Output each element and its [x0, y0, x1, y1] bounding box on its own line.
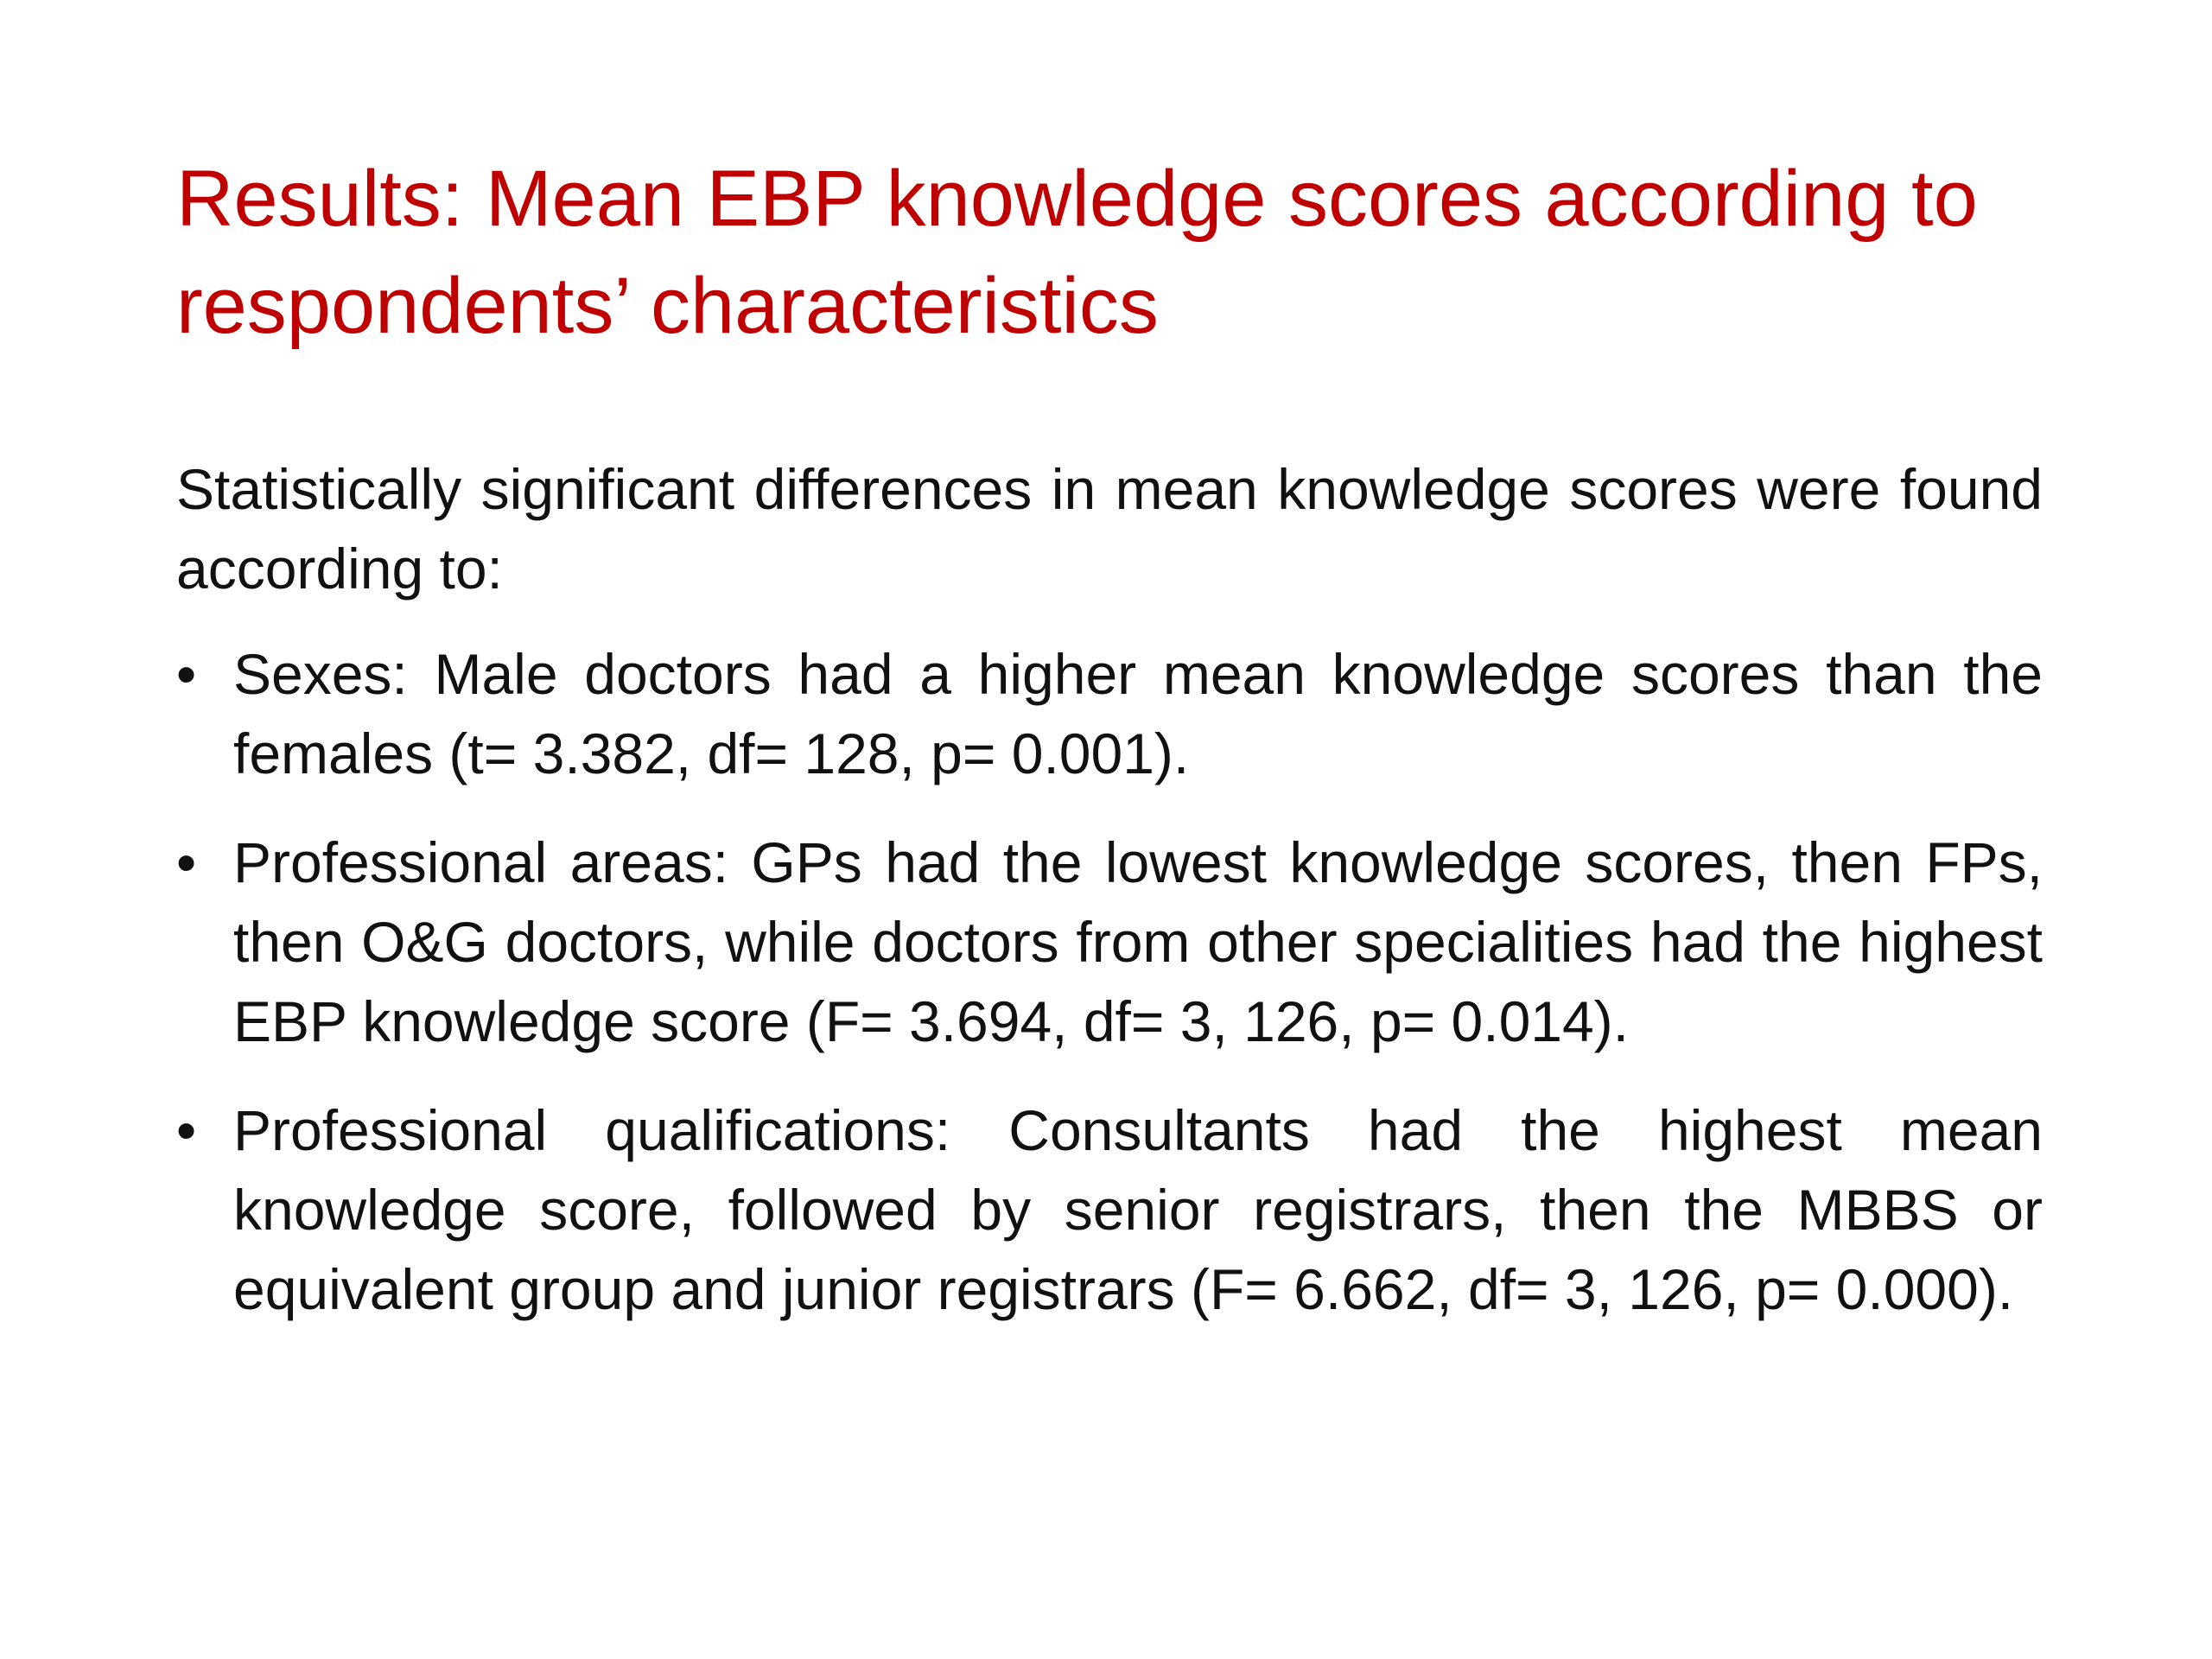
- bullet-list: [176, 634, 2043, 1329]
- bullet-item-sexes: [176, 634, 2043, 793]
- bullet-icon: •: [176, 1098, 197, 1162]
- bullet-text: Professional qualifications: Consultants had the highest mean knowledge score, followed by senior registrars, then the MBBS or equivalent group and junior registrars (F= 6.662, df= 3, 126, p= 0.000).: [233, 1098, 2043, 1321]
- slide-body: [176, 449, 2043, 1358]
- bullet-item-professional-areas: [176, 823, 2043, 1061]
- slide-title: Results: Mean EBP knowledge scores according to respondents’ characteristics: [176, 155, 1978, 350]
- bullet-text: Professional areas: GPs had the lowest knowledge scores, then FPs, then O&G doctors, while doctors from other specialities had the highest EBP knowledge score (F= 3.694, df= 3, 126, p= 0.014).: [233, 830, 2043, 1053]
- bullet-item-professional-qualifications: [176, 1090, 2043, 1329]
- intro-text: Statistically significant differences in mean knowledge scores were found according to:: [176, 457, 2043, 601]
- bullet-icon: •: [176, 642, 197, 706]
- bullet-text: Sexes: Male doctors had a higher mean knowledge scores than the females (t= 3.382, df= 128, p= 0.001).: [233, 642, 2043, 785]
- bullet-icon: •: [176, 830, 197, 894]
